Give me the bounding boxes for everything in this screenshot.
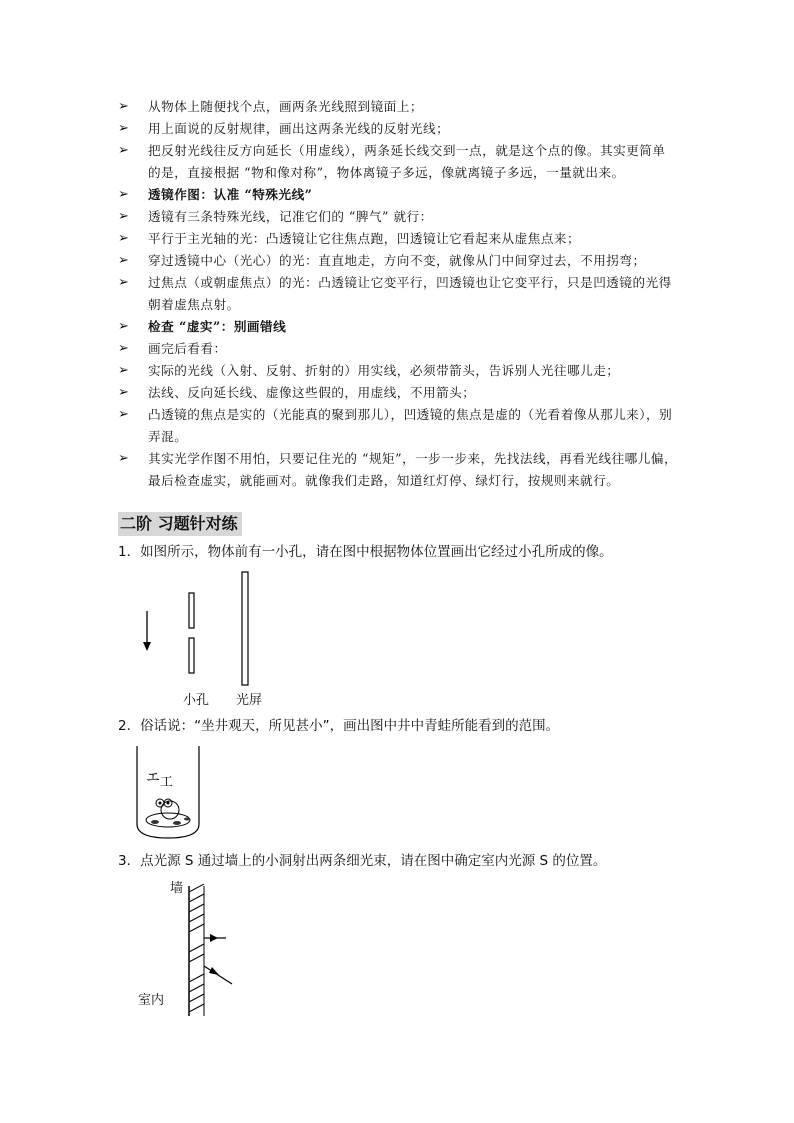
bullet-item: ➢ 画完后看看： [118,338,678,360]
arrow-bullet-icon: ➢ [118,341,130,356]
arrow-bullet-icon: ➢ [118,407,130,422]
light-screen [242,572,248,685]
arrow-bullet-icon: ➢ [118,363,130,378]
hole-label: 小孔 [183,693,210,708]
arrow-bullet-icon: ➢ [118,451,130,466]
pinhole-figure [138,568,278,686]
bullet-subheading: ➢ 检查 “虚实”：别画错线 [118,316,678,338]
bullet-item: ➢ 从物体上随便找个点，画两条光线照到镜面上； [118,96,678,118]
room-label: 室内 [138,993,165,1008]
wall-light-figure [180,884,240,1019]
section-heading: 二阶 习题针对练 [118,512,242,536]
bullet-item: ➢ 实际的光线（入射、反射、折射的）用实线，必须带箭头，告诉别人光往哪儿走； [118,360,678,382]
bullet-item: ➢ 凸透镜的焦点是实的（光能真的聚到那儿），凹透镜的焦点是虚的（光看着像从那儿来），别弄混。 [118,404,678,448]
water-surface [146,813,190,827]
screen-label: 光屏 [236,693,263,708]
arrow-bullet-icon: ➢ [118,231,130,246]
arrow-bullet-icon: ➢ [118,319,130,334]
wall-label: 墙 [170,881,184,896]
arrow-bullet-icon: ➢ [118,253,130,268]
bullet-item: ➢ 穿过透镜中心（光心）的光：直直地走，方向不变，就像从门中间穿过去，不用拐弯； [118,250,678,272]
arrow-bullet-icon: ➢ [118,121,130,136]
barrier-lower [189,638,194,673]
question-2-text: 2．俗话说：“坐井观天，所见甚小”，画出图中井中青蛙所能看到的范围。 [118,718,560,734]
arrow-bullet-icon: ➢ [118,275,130,290]
wall-hatching [189,884,204,1012]
bullet-item: ➢ 其实光学作图不用怕，只要记住光的 “规矩”，一步一步来，先找法线，再看光线往哪儿偏，最后检查虚实，就能画对。就像我们走路，知道红灯停、绿灯行，按规则来就行。 [118,448,678,492]
well-wall [137,746,199,838]
bullet-item: ➢ 把反射光线往反方向延长（用虚线），两条延长线交到一点，就是这个点的像。其实更简单的是，直接根据 “物和像对称”，物体离镜子多远，像就离镜子多远，一量就出来。 [118,140,678,184]
arrow-bullet-icon: ➢ [118,187,130,202]
pebble [184,818,190,821]
bullet-item: ➢ 平行于主光轴的光：凸透镜让它往焦点跑，凹透镜让它看起来从虚焦点来； [118,228,678,250]
light-ray-2 [204,966,232,984]
question-1-text: 1．如图所示，物体前有一小孔，请在图中根据物体位置画出它经过小孔所成的像。 [118,544,613,560]
well-bricks: エ [146,770,160,786]
barrier-upper [189,593,194,628]
light-ray-2-arrow [209,967,219,975]
arrow-bullet-icon: ➢ [118,143,130,158]
bullet-item: ➢ 过焦点（或朝虚焦点）的光：凸透镜让它变平行，凹透镜也让它变平行，只是凹透镜的光得朝着虚焦点射。 [118,272,678,316]
pebble [173,821,181,825]
arrow-bullet-icon: ➢ [118,209,130,224]
bullet-item: ➢ 法线、反向延长线、虚像这些假的，用虚线，不用箭头； [118,382,678,404]
object-arrow-head [143,642,151,651]
well-bricks: 工 [160,775,174,790]
bullet-item: ➢ 用上面说的反射规律，画出这两条光线的反射光线； [118,118,678,140]
arrow-bullet-icon: ➢ [118,99,130,114]
light-ray-1-arrow [210,934,218,942]
well-frog-figure [130,742,206,842]
bullet-item: ➢ 透镜有三条特殊光线，记准它们的 “脾气” 就行： [118,206,678,228]
method-bullet-list [118,96,678,492]
bullet-subheading: ➢ 透镜作图：认准 “特殊光线” [118,184,678,206]
arrow-bullet-icon: ➢ [118,385,130,400]
question-3-text: 3．点光源 S 通过墙上的小洞射出两条细光束，请在图中确定室内光源 S 的位置。 [118,853,607,869]
pebble [151,820,159,824]
